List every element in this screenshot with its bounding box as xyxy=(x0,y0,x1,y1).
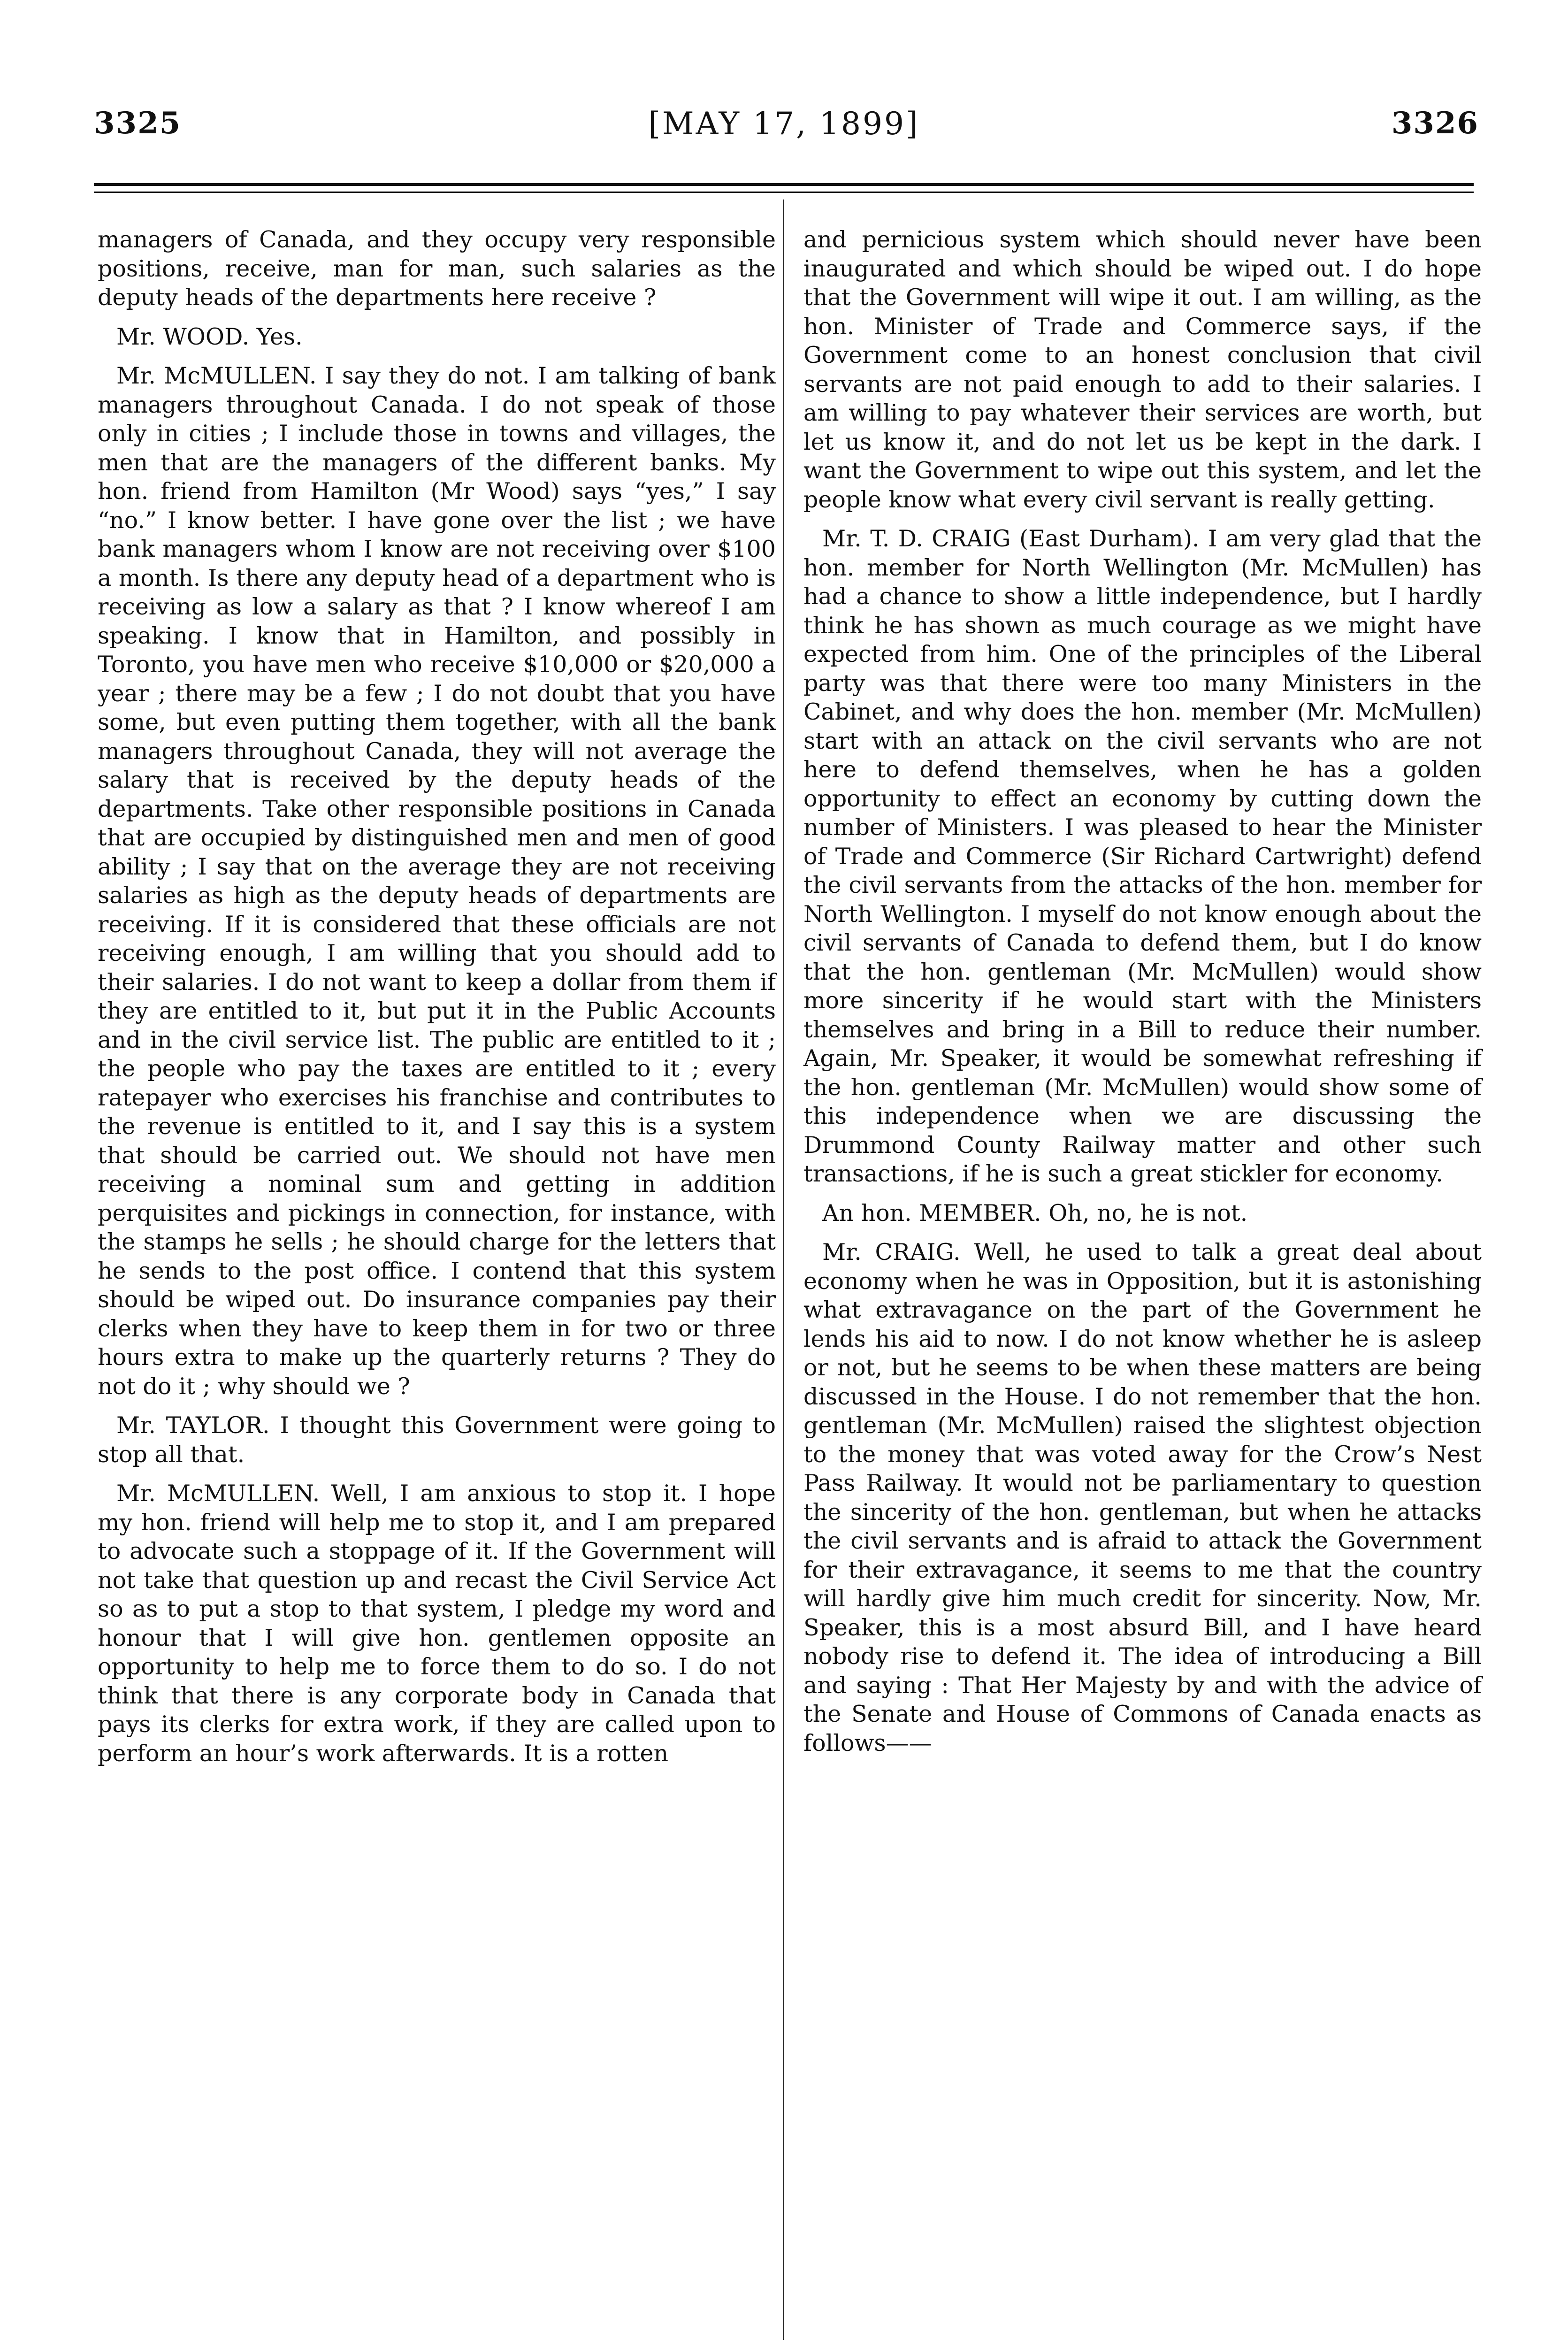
paragraph: and pernicious system which should never have been inaugurated and which should be wiped out. I do hope that the Government will wipe it out. I am willing, as the hon. Minister of Trade and Commerce says, if the Government come to an honest conclusion that civil servants are not paid enough to add to their salaries. I am willing to pay whatever their services are worth, but let us know it, and do not let us be kept in the dark. I want the Government to wipe out this system, and let the people know what every civil servant is really getting. xyxy=(803,226,1482,513)
page-date: [MAY 17, 1899] xyxy=(648,106,920,142)
paragraph: Mr. CRAIG. Well, he used to talk a great deal about economy when he was in Opposition, but it is astonishing what extravagance on the part of the Government he lends his aid to now. I do not know whether he is asleep or not, but he seems to be when these matters are being discussed in the House. I do not remember that the hon. gentleman (Mr. McMullen) raised the slightest objection to the money that was voted away for the Crow’s Nest Pass Railway. It would not be parliamentary to question the sincerity of the hon. gentleman, but when he attacks the civil servants and is afraid to attack the Government for their extravagance, it seems to me that the country will hardly give him much credit for sincerity. Now, Mr. Speaker, this is a most absurd Bill, and I have heard nobody rise to defend it. The idea of introducing a Bill and saying : That Her Majesty by and with the advice of the Senate and House of Commons of Canada enacts as follows—— xyxy=(803,1239,1482,1756)
paragraph: Mr. McMULLEN. Well, I am anxious to stop it. I hope my hon. friend will help me to stop it, and I am prepared to advocate such a stoppage of it. If the Government will not take that question up and recast the Civil Service Act so as to put a stop to that system, I pledge my word and honour that I will give hon. gentlemen opposite an opportunity to help me to force them to do so. I do not think that there is any corporate body in Canada that pays its clerks for extra work, if they are called upon to perform an hour’s work afterwards. It is a rotten xyxy=(98,1480,776,1767)
paragraph: Mr. T. D. CRAIG (East Durham). I am very glad that the hon. member for North Wellington (Mr. McMullen) has had a chance to show a little independence, but I hardly think he has shown as much courage as we might have expected from him. One of the principles of the Liberal party was that there were too many Ministers in the Cabinet, and why does the hon. member (Mr. McMullen) start with an attack on the civil servants who are not here to defend themselves, when he has a golden opportunity to effect an economy by cutting down the number of Ministers. I was pleased to hear the Minister of Trade and Commerce (Sir Richard Cartwright) defend the civil servants from the attacks of the hon. member for North Wellington. I myself do not know enough about the civil servants of Canada to defend them, but I do know that the hon. gentleman (Mr. McMullen) would show more sincerity if he would start with the Ministers themselves and bring in a Bill to reduce their number. Again, Mr. Speaker, it would be somewhat refreshing if the hon. gentleman (Mr. McMullen) would show some of this independence when we are discussing the Drummond County Railway matter and other such transactions, if he is such a great stickler for economy. xyxy=(803,525,1482,1187)
header-rule-thin xyxy=(94,192,1474,193)
right-column xyxy=(803,225,1482,2347)
paragraph: managers of Canada, and they occupy very responsible positions, receive, man for man, such salaries as the deputy heads of the departments here receive ? xyxy=(98,226,776,311)
column-divider xyxy=(783,199,784,2340)
paragraph: Mr. WOOD. Yes. xyxy=(116,323,303,350)
page-number-right: 3326 xyxy=(1391,106,1479,141)
page-header xyxy=(0,106,1568,162)
header-rule-thick xyxy=(94,183,1474,186)
paragraph: Mr. TAYLOR. I thought this Government were going to stop all that. xyxy=(98,1412,776,1468)
left-column xyxy=(98,225,776,2347)
paragraph: An hon. MEMBER. Oh, no, he is not. xyxy=(822,1199,1248,1227)
page-number-left: 3325 xyxy=(94,106,182,141)
paragraph: Mr. McMULLEN. I say they do not. I am talking of bank managers throughout Canada. I do not speak of those only in cities ; I include those in towns and villages, the men that are the managers of the different banks. My hon. friend from Hamilton (Mr Wood) says “yes,” I say “no.” I know better. I have gone over the list ; we have bank managers whom I know are not receiving over $100 a month. Is there any deputy head of a department who is receiving as low a salary as that ? I know whereof I am speaking. I know that in Hamilton, and possibly in Toronto, you have men who receive $10,000 or $20,000 a year ; there may be a few ; I do not doubt that you have some, but even putting them together, with all the bank managers throughout Canada, they will not average the salary that is received by the deputy heads of the departments. Take other responsible positions in Canada that are occupied by distinguished men and men of good ability ; I say that on the average they are not receiving salaries as high as the deputy heads of departments are receiving. If it is considered that these officials are not receiving enough, I am willing that you should add to their salaries. I do not want to keep a dollar from them if they are entitled to it, but put it in the Public Accounts and in the civil service list. The public are entitled to it ; the people who pay the taxes are entitled to it ; every ratepayer who exercises his franchise and contributes to the revenue is entitled to it, and I say this is a system that should be carried out. We should not have men receiving a nominal sum and getting in addition perquisites and pickings in connection, for instance, with the stamps he sells ; he should charge for the letters that he sends to the post office. I contend that this system should be wiped out. Do insurance companies pay their clerks when they have to keep them in for two or three hours extra to make up the quarterly returns ? They do not do it ; why should we ? xyxy=(98,362,776,1400)
